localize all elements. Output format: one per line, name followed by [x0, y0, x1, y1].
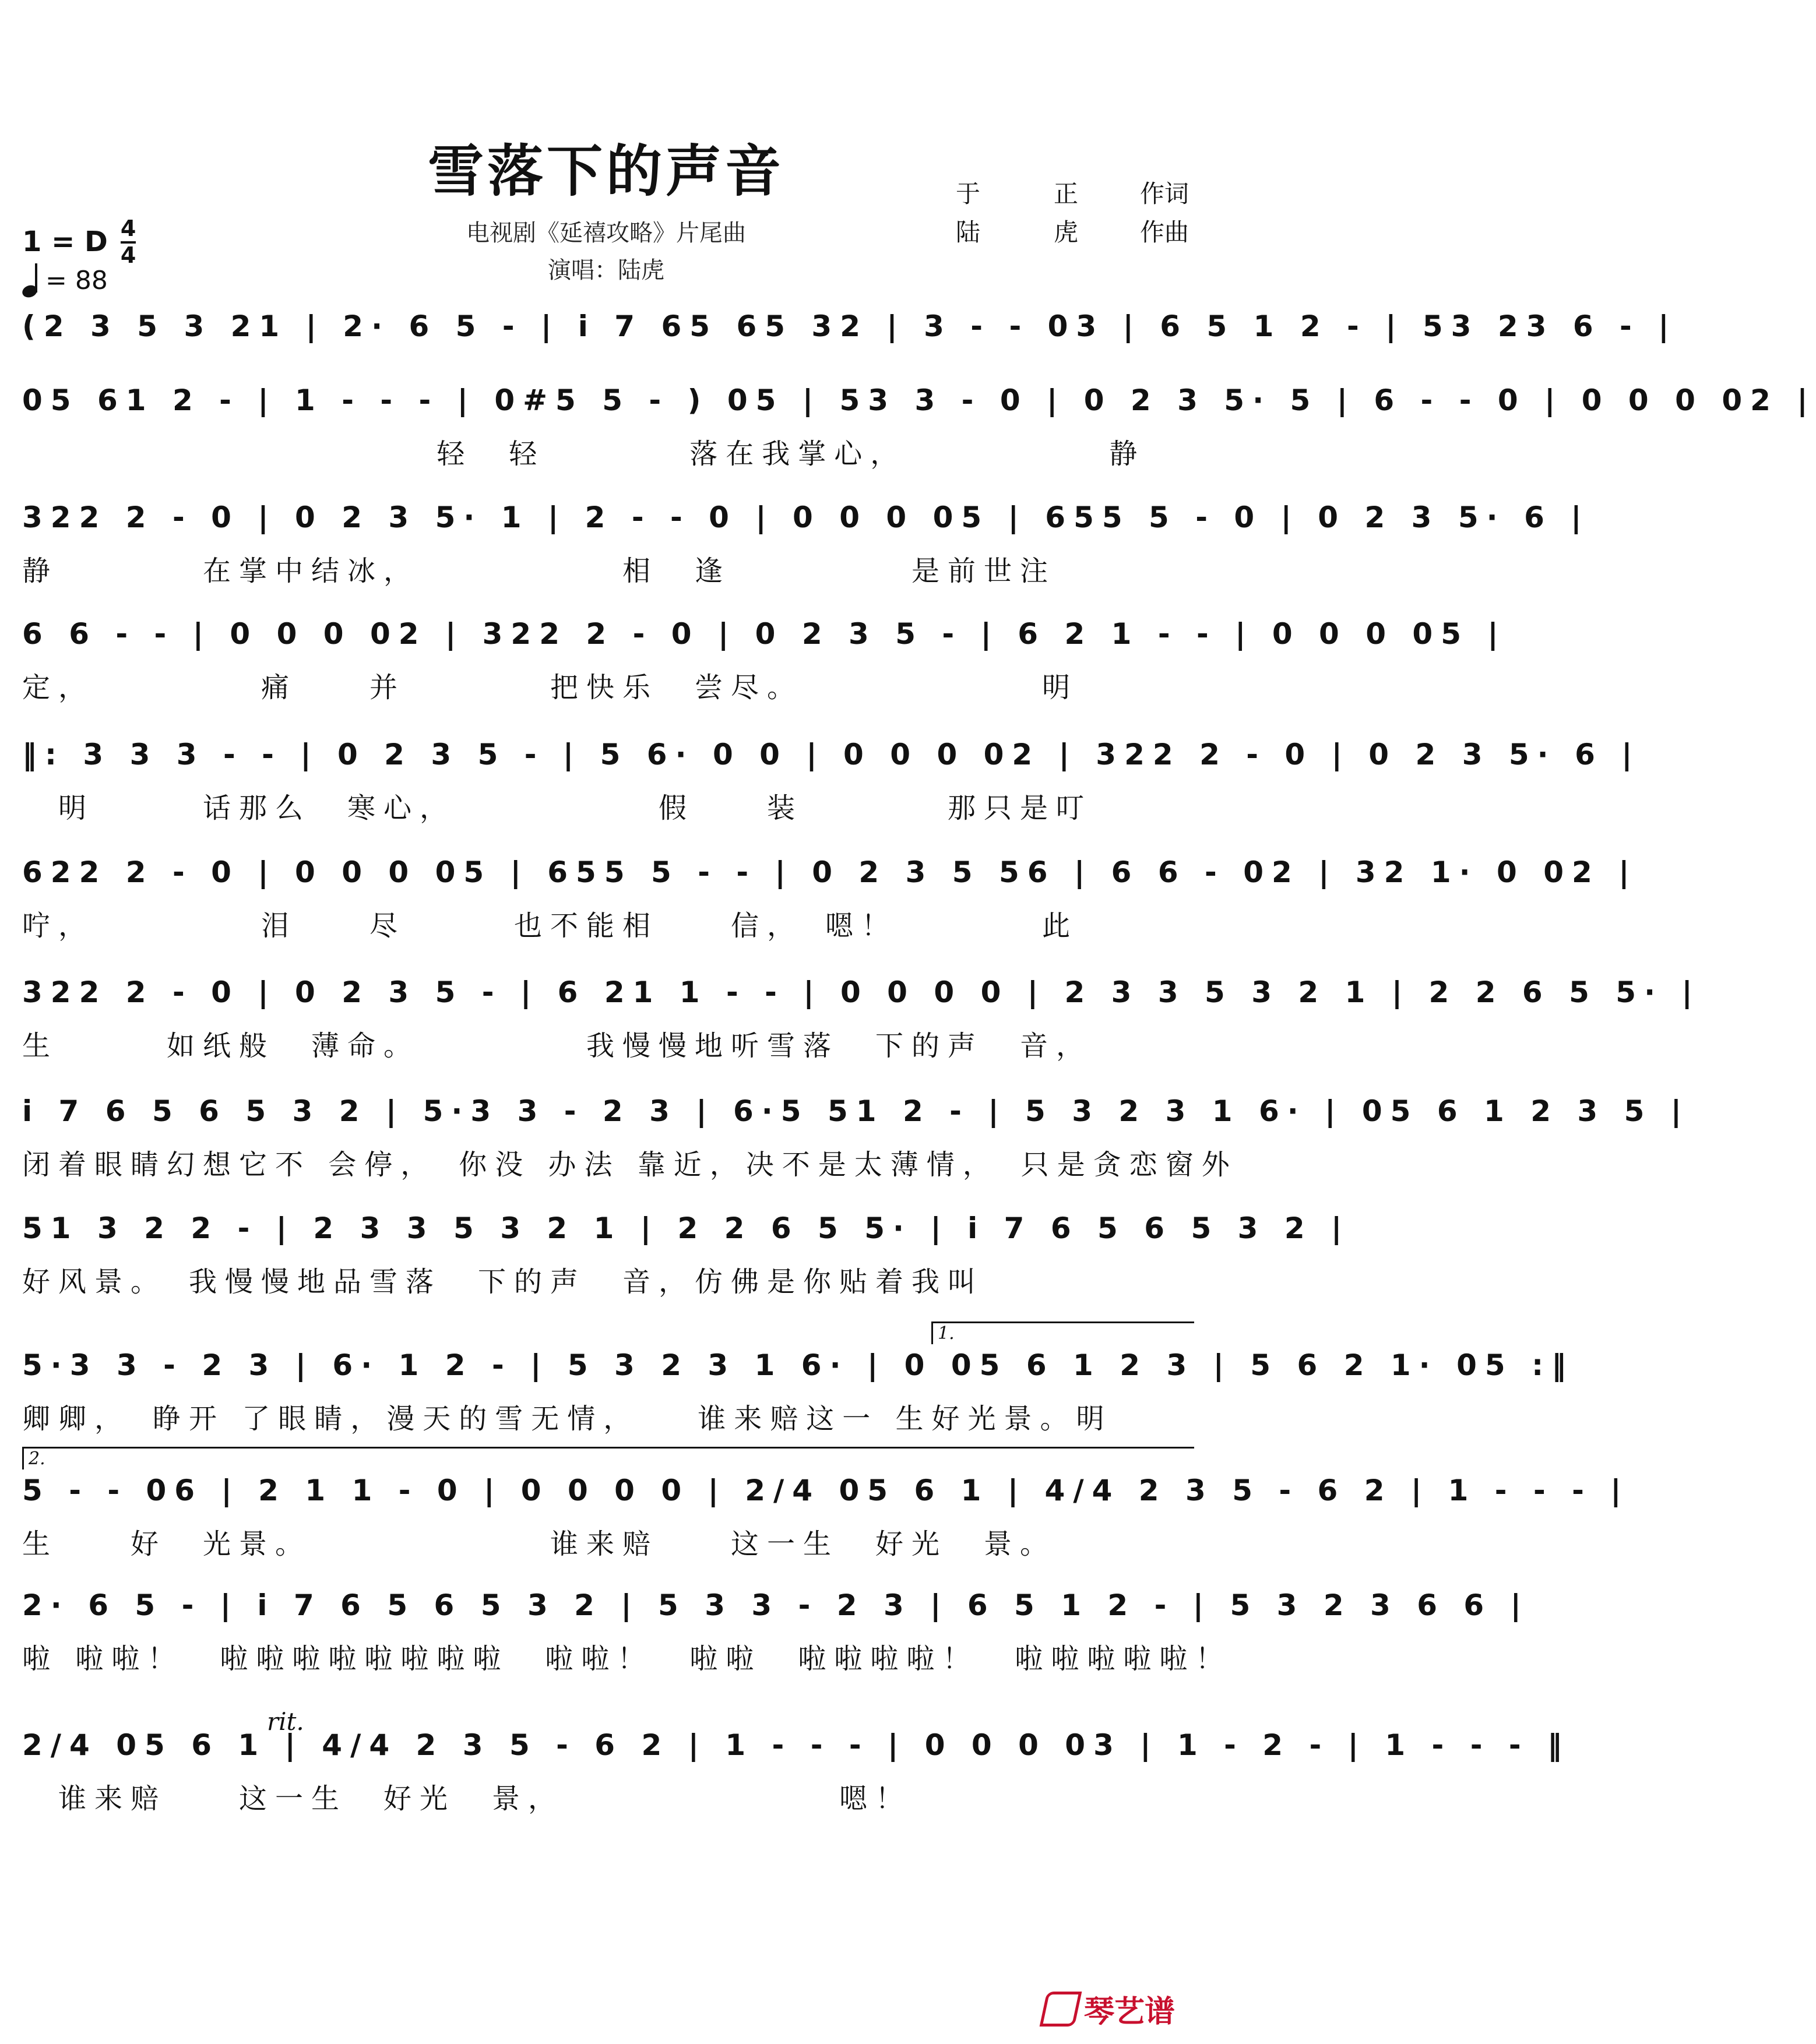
- notation-line: 322 2 - 0 | 0 2 3 5· 1 | 2 - - 0 | 0 0 0 05 | 655 5 - 0 | 0 2 3 5· 6 |: [22, 501, 1590, 534]
- time-signature: [121, 217, 136, 267]
- lyric-line: 静 在掌中结冰， 相 逢 是前世注: [22, 555, 1057, 587]
- rit-marking: rit.: [267, 1707, 304, 1736]
- lyric-line: 谁来赔 这一生 好光 景， 嗯！: [22, 1782, 912, 1815]
- notation-line: 51 3 2 2 - | 2 3 3 5 3 2 1 | 2 2 6 5 5· | i 7 6 5 6 5 3 2 |: [22, 1211, 1350, 1245]
- quarter-note-icon: [22, 263, 40, 297]
- notation-line: 322 2 - 0 | 0 2 3 5 - | 6 21 1 - - | 0 0 0 0 | 2 3 3 5 3 2 1 | 2 2 6 5 5· |: [22, 975, 1701, 1009]
- song-subtitle: 电视剧《延禧攻略》片尾曲: [466, 220, 746, 246]
- lyric-line: 生 好 光景。 谁来赔 这一生 好光 景。: [22, 1528, 1057, 1560]
- notation-line: 2· 6 5 - | i 7 6 5 6 5 3 2 | 5 3 3 - 2 3 | 6 5 1 2 - | 5 3 2 3 6 6 |: [22, 1588, 1529, 1622]
- notation-line: 05 61 2 - | 1 - - - | 0#5 5 - ) 05 | 53 3 - 0 | 0 2 3 5· 5 | 6 - - 0 | 0 0 0 02 |: [22, 383, 1816, 417]
- composer-role: 作曲: [1139, 218, 1189, 246]
- time-signature-bottom: 4: [120, 242, 136, 268]
- second-ending-bracket: 2.: [22, 1447, 1194, 1469]
- singer-line: 演唱：陆虎: [548, 257, 664, 284]
- lyric-line: 啦 啦啦！ 啦啦啦啦啦啦啦啦 啦啦！ 啦啦 啦啦啦啦！ 啦啦啦啦啦！: [22, 1643, 1232, 1675]
- lyricist-credit: [956, 175, 1189, 210]
- lyric-line: 轻 轻 落在我掌心， 静: [22, 438, 1146, 470]
- logo: [1043, 1987, 1175, 2031]
- lyric-line: 生 如纸般 薄命。 我慢慢地听雪落 下的声 音，: [22, 1030, 1093, 1062]
- lyric-line: 咛， 泪 尽 也不能相 信， 嗯！ 此: [22, 910, 1079, 942]
- composer-name-1: 陆: [956, 218, 981, 246]
- lyricist-name-2: 正: [1053, 179, 1078, 208]
- lyric-line: 定， 痛 并 把快乐 尝尽。 明: [22, 671, 1079, 704]
- composer-name-2: 虎: [1053, 218, 1078, 246]
- time-signature-top: 4: [121, 217, 136, 244]
- lyricist-name-1: 于: [956, 179, 981, 208]
- key-label: 1 = D: [22, 225, 108, 258]
- notation-line: 5 - - 06 | 2 1 1 - 0 | 0 0 0 0 | 2/4 05 6 1 | 4/4 2 3 5 - 6 2 | 1 - - - |: [22, 1474, 1630, 1507]
- notation-line: 622 2 - 0 | 0 0 0 05 | 655 5 - - | 0 2 3 5 56 | 6 6 - 02 | 32 1· 0 02 |: [22, 855, 1638, 889]
- notation-line: 6 6 - - | 0 0 0 02 | 322 2 - 0 | 0 2 3 5 - | 6 2 1 - - | 0 0 0 05 |: [22, 617, 1507, 651]
- lyric-line: 卿卿， 睁开 了眼睛，漫天的雪无情， 谁来赔这一 生好光景。明: [22, 1402, 1113, 1435]
- notation-line: (2 3 5 3 21 | 2· 6 5 - | i 7 65 65 32 | 3 - - 03 | 6 5 1 2 - | 53 23 6 - |: [22, 309, 1677, 343]
- lyric-line: 闭着眼睛幻想它不 会停， 你没 办法 靠近，决不是太薄情， 只是贪恋窗外: [22, 1148, 1238, 1181]
- logo-icon: [1040, 1992, 1082, 2027]
- key-signature: [22, 217, 136, 267]
- lyricist-role: 作词: [1139, 179, 1189, 208]
- lyric-line: 好风景。 我慢慢地品雪落 下的声 音，仿佛是你贴着我叫: [22, 1266, 984, 1298]
- tempo-marking: [22, 263, 108, 297]
- composer-credit: [956, 213, 1189, 248]
- tempo-value: = 88: [45, 265, 108, 295]
- song-title: 雪落下的声音: [428, 138, 784, 204]
- notation-line: 2/4 05 6 1 | 4/4 2 3 5 - 6 2 | 1 - - - | 0 0 0 03 | 1 - 2 - | 1 - - - ‖: [22, 1728, 1571, 1762]
- notation-line: ‖: 3 3 3 - - | 0 2 3 5 - | 5 6· 0 0 | 0 0 0 02 | 322 2 - 0 | 0 2 3 5· 6 |: [22, 738, 1641, 771]
- notation-line: 5·3 3 - 2 3 | 6· 1 2 - | 5 3 2 3 1 6· | 0 05 6 1 2 3 | 5 6 2 1· 05 :‖: [22, 1348, 1575, 1382]
- logo-text: 琴艺谱: [1084, 1994, 1176, 2029]
- lyric-line: 明 话那么 寒心， 假 装 那只是叮: [22, 792, 1093, 824]
- first-ending-bracket: 1.: [931, 1321, 1194, 1344]
- notation-line: i 7 6 5 6 5 3 2 | 5·3 3 - 2 3 | 6·5 51 2 - | 5 3 2 3 1 6· | 05 6 1 2 3 5 |: [22, 1094, 1690, 1128]
